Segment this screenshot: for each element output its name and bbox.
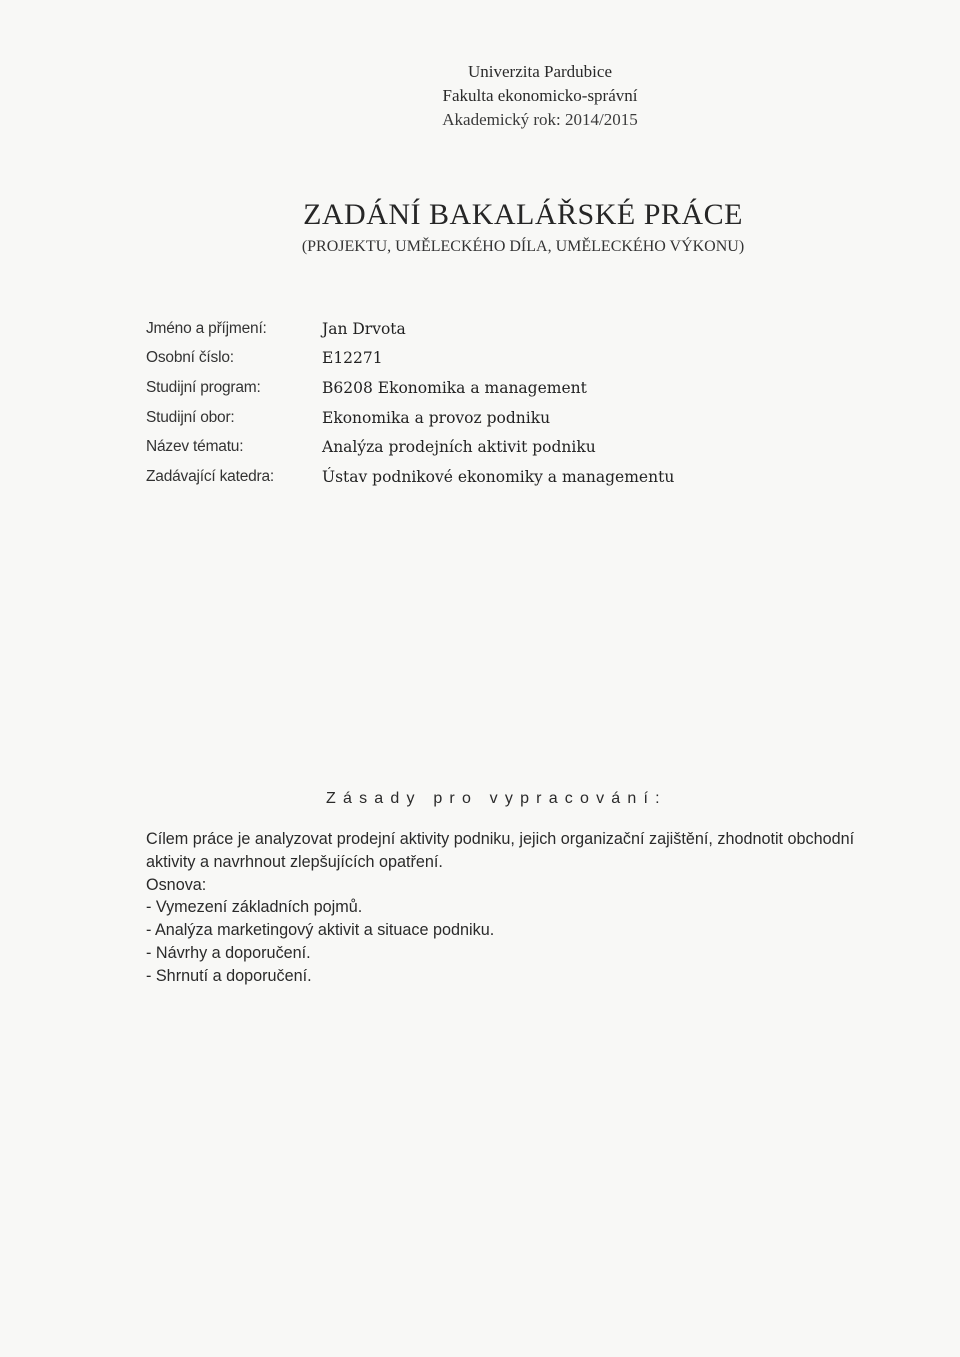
info-value: B6208 Ekonomika a management <box>322 378 587 397</box>
info-value: E12271 <box>322 349 383 368</box>
info-value: Ekonomika a provoz podniku <box>322 408 551 427</box>
info-row-department <box>146 462 674 492</box>
info-row-personal-number <box>146 344 674 374</box>
document-header <box>0 60 960 132</box>
info-value: Analýza prodejních aktivit podniku <box>322 438 596 457</box>
info-label: Studijní program: <box>146 378 261 396</box>
info-label: Osobní číslo: <box>146 349 234 367</box>
document-subtitle: (PROJEKTU, UMĚLECKÉHO DÍLA, UMĚLECKÉHO VÝKONU) <box>301 238 745 255</box>
outline-label: Osnova: <box>146 875 207 894</box>
info-label: Název tématu: <box>146 438 244 456</box>
faculty-name: Fakulta ekonomicko-správní <box>442 86 638 105</box>
principles-body <box>146 828 906 988</box>
principles-heading: Zásady pro vypracování: <box>326 790 667 807</box>
student-info-table <box>146 314 674 492</box>
info-label: Zadávající katedra: <box>146 467 275 485</box>
principles-paragraph: Cílem práce je analyzovat prodejní aktivity podniku, jejich organizační zajištění, zhodnotit obchodní aktivity a navrhnout zlepšujících opatření. <box>146 830 855 871</box>
info-value: Jan Drvota <box>322 319 406 338</box>
university-name: Univerzita Pardubice <box>468 62 612 81</box>
outline-item: - Shrnutí a doporučení. <box>146 966 312 985</box>
info-row-study-program <box>146 373 674 403</box>
outline-item: - Návrhy a doporučení. <box>146 943 311 962</box>
info-row-study-field <box>146 403 674 433</box>
outline-item: - Analýza marketingový aktivit a situace podniku. <box>146 921 495 940</box>
info-row-topic <box>146 432 674 462</box>
outline-item: - Vymezení základních pojmů. <box>146 898 363 917</box>
info-value: Ústav podnikové ekonomiky a managementu <box>322 467 675 486</box>
document-title: ZADÁNÍ BAKALÁŘSKÉ PRÁCE <box>303 198 743 231</box>
academic-year: Akademický rok: 2014/2015 <box>442 110 638 129</box>
info-label: Jméno a příjmení: <box>146 319 267 337</box>
info-row-name <box>146 314 674 344</box>
title-block <box>0 196 960 258</box>
info-label: Studijní obor: <box>146 408 235 426</box>
